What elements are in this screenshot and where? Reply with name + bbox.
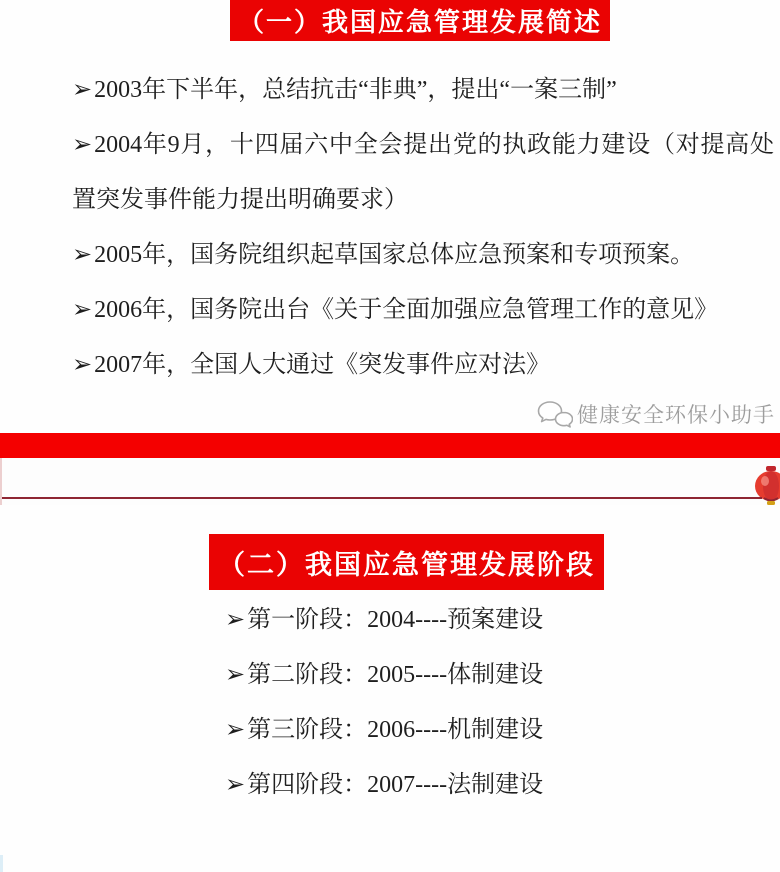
bullet-text: 2006年，国务院出台《关于全面加强应急管理工作的意见》 <box>94 297 719 323</box>
wechat-icon <box>537 399 573 429</box>
watermark-label: 健康安全环保小助手 <box>577 404 775 427</box>
bullet-item <box>225 593 745 648</box>
bullet-item <box>72 63 774 118</box>
watermark <box>537 399 775 429</box>
arrow-bullet-icon: ➢ <box>72 77 93 103</box>
bottom-left-tint <box>0 855 3 872</box>
arrow-bullet-icon: ➢ <box>225 607 246 633</box>
arrow-bullet-icon: ➢ <box>72 352 93 378</box>
slide-2 <box>0 505 780 872</box>
bullet-text: 第一阶段：2004----预案建设 <box>247 607 544 633</box>
slide-2-title-banner <box>209 534 604 590</box>
arrow-bullet-icon: ➢ <box>72 242 93 268</box>
bullet-item <box>72 118 774 228</box>
bullet-item <box>225 703 745 758</box>
slide-1-title: （一）我国应急管理发展简述 <box>237 7 602 37</box>
arrow-bullet-icon: ➢ <box>225 772 246 798</box>
bullet-item <box>72 338 774 393</box>
bullet-text: 2005年，国务院组织起草国家总体应急预案和专项预案。 <box>94 242 695 268</box>
slide-1-bullet-list <box>72 63 774 393</box>
bullet-item <box>72 228 774 283</box>
arrow-bullet-icon: ➢ <box>72 297 93 323</box>
arrow-bullet-icon: ➢ <box>225 717 246 743</box>
lantern-icon <box>750 464 780 510</box>
bullet-item <box>225 758 745 813</box>
bullet-item <box>225 648 745 703</box>
bullet-text: 第三阶段：2006----机制建设 <box>247 717 544 743</box>
bullet-text: 第四阶段：2007----法制建设 <box>247 772 544 798</box>
slide-1 <box>0 0 780 433</box>
slide-2-title: （二）我国应急管理发展阶段 <box>218 549 595 580</box>
bullet-text: 2003年下半年，总结抗击“非典”，提出“一案三制” <box>94 77 617 103</box>
bullet-text: 2007年，全国人大通过《突发事件应对法》 <box>94 352 551 378</box>
arrow-bullet-icon: ➢ <box>72 132 93 158</box>
bullet-text: 第二阶段：2005----体制建设 <box>247 662 544 688</box>
bullet-text: 2004年9月，十四届六中全会提出党的执政能力建设（对提高处置突发事件能力提出明确要求） <box>72 132 774 213</box>
slide-2-bullet-list <box>225 593 745 813</box>
red-divider-bar <box>0 433 780 458</box>
arrow-bullet-icon: ➢ <box>225 662 246 688</box>
divider-band <box>0 458 780 505</box>
bullet-item <box>72 283 774 338</box>
maroon-rule <box>2 497 762 499</box>
slide-1-title-banner <box>230 0 610 41</box>
